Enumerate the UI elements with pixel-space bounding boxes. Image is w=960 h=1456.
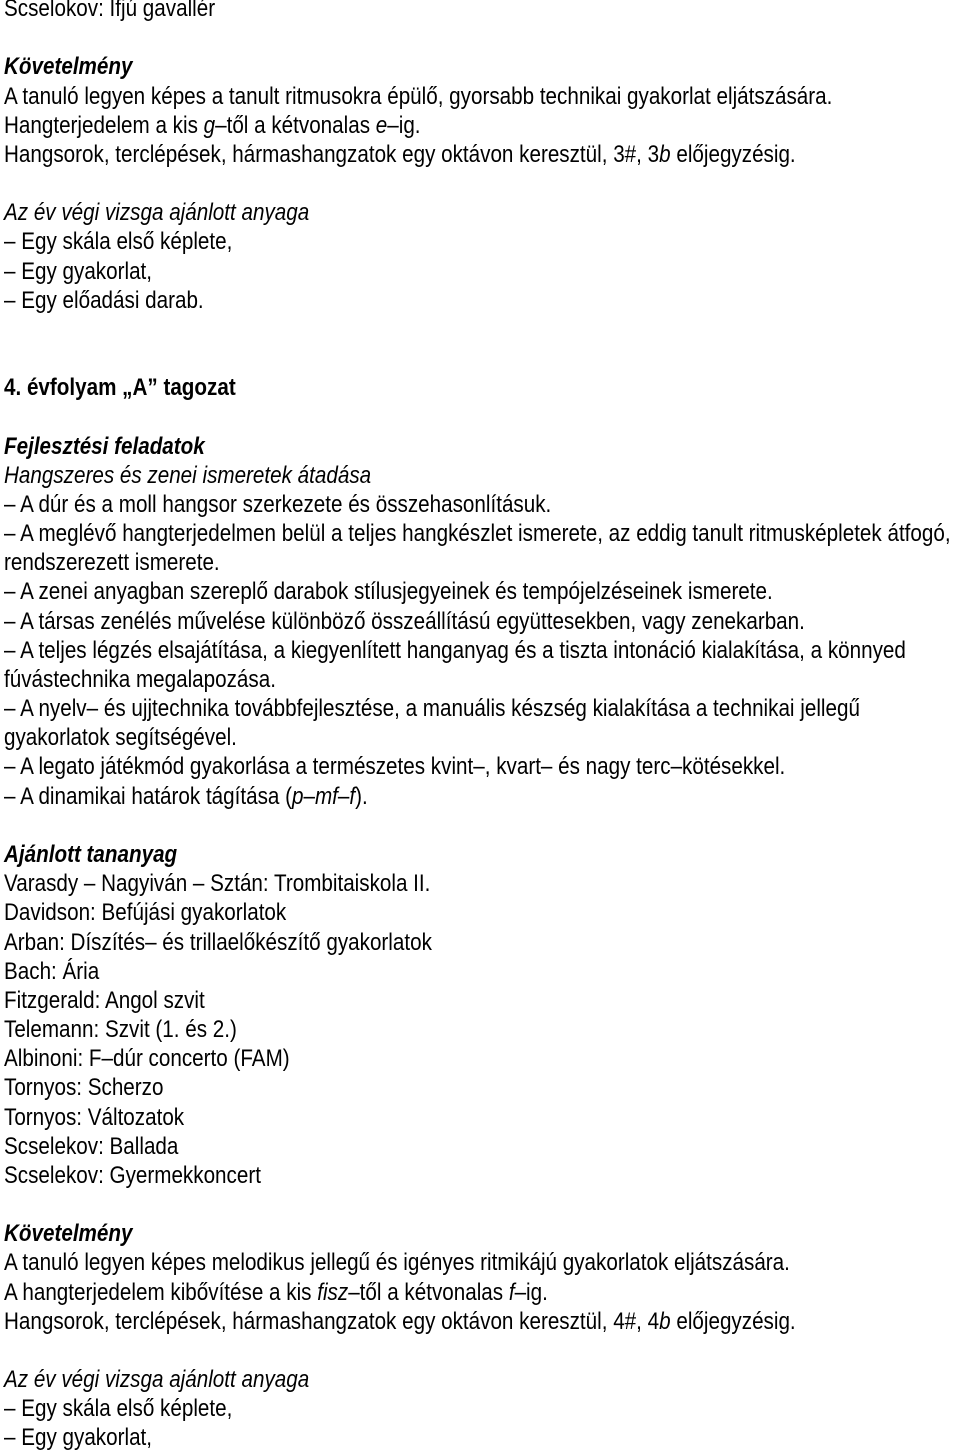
development-item — [4, 694, 860, 723]
dynamic-mark: p — [291, 782, 304, 810]
exam-item — [4, 257, 826, 286]
bullet-dash: – — [4, 257, 16, 285]
blank-line — [4, 1336, 826, 1365]
exam-item — [4, 227, 826, 256]
repertoire-item: Davidson: Befújási gyakorlatok — [4, 899, 287, 927]
repertoire-item: Albinoni: F–dúr concerto (FAM) — [4, 1045, 290, 1073]
bullet-dash: – — [4, 695, 16, 723]
exam-item-text: Egy skála első képlete, — [21, 228, 233, 256]
development-item-continuation: gyakorlatok segítségével. — [4, 724, 237, 752]
development-item — [4, 607, 826, 636]
repertoire-item: Tornyos: Scherzo — [4, 1074, 164, 1102]
development-item — [4, 752, 826, 781]
requirements-scales — [4, 140, 826, 169]
exam-item-text: Egy skála első képlete, — [21, 1395, 233, 1423]
exam-item-text: Egy előadási darab. — [21, 286, 204, 314]
range-text: –ig. — [514, 1278, 548, 1306]
development-item-text: A dinamikai határok tágítása ( — [20, 782, 292, 810]
requirements-heading: Követelmény — [4, 53, 133, 81]
scales-text: Hangsorok, terclépések, hármashangzatok egy oktávon keresztül, 3#, 3 — [4, 140, 660, 168]
repertoire-item: Varasdy – Nagyiván – Sztán: Trombitaiskola II. — [4, 870, 431, 898]
development-subheading: Hangszeres és zenei ismeretek átadása — [4, 461, 372, 489]
development-item-text: A meglévő hangterjedelmen belül a teljes hangkészlet ismerete, az eddig tanult ritmusképletek átfogó, — [20, 520, 951, 548]
range-text: –től a kétvonalas — [215, 111, 376, 139]
development-item-continuation: fúvástechnika megalapozása. — [4, 665, 276, 693]
range-high-note: e — [375, 111, 388, 139]
blank-line — [4, 169, 826, 198]
range-text: A hangterjedelem kibővítése a kis — [4, 1278, 318, 1306]
requirements-heading: Követelmény — [4, 1220, 133, 1248]
development-heading: Fejlesztési feladatok — [4, 432, 205, 460]
exam-item — [4, 286, 826, 315]
blank-line — [4, 315, 826, 344]
development-item — [4, 519, 951, 548]
repertoire-item: Telemann: Szvit (1. és 2.) — [4, 1016, 237, 1044]
development-item-text: A társas zenélés művelése különböző összeállítású együttesekben, vagy zenekarban. — [20, 607, 805, 635]
requirements-performance: A tanuló legyen képes melodikus jellegű és igényes ritmikájú gyakorlatok eljátszására. — [4, 1249, 790, 1277]
development-item-text: A dúr és a moll hangsor szerkezete és összehasonlításuk. — [20, 490, 552, 518]
flat-sign: b — [659, 140, 671, 168]
blank-line — [4, 811, 826, 840]
bullet-dash: – — [4, 1424, 16, 1452]
development-item — [4, 636, 906, 665]
blank-line — [4, 344, 826, 373]
repertoire-item: Tornyos: Változatok — [4, 1103, 185, 1131]
development-item-text: A zenei anyagban szereplő darabok stílusjegyeinek és tempójelzéseinek ismerete. — [20, 578, 773, 606]
grade-title: 4. évfolyam „A” tagozat — [4, 374, 236, 402]
repertoire-item: Fitzgerald: Angol szvit — [4, 986, 205, 1014]
exam-heading: Az év végi vizsga ajánlott anyaga — [4, 1366, 310, 1394]
bullet-dash: – — [4, 607, 16, 635]
range-text: –től a kétvonalas — [348, 1278, 509, 1306]
bullet-dash: – — [4, 636, 16, 664]
requirements-range — [4, 111, 826, 140]
bullet-dash: – — [4, 490, 16, 518]
development-item-text: A nyelv– és ujjtechnika továbbfejlesztése, a manuális készség kialakítása a technikai jellegű — [20, 695, 860, 723]
bullet-dash: – — [4, 782, 16, 810]
range-text: Hangterjedelem a kis — [4, 111, 204, 139]
dynamic-mark: mf — [314, 782, 338, 810]
bullet-dash: – — [4, 286, 16, 314]
flat-sign: b — [659, 1307, 671, 1335]
blank-line — [4, 402, 826, 431]
exam-item-text: Egy gyakorlat, — [21, 257, 153, 285]
development-item — [4, 490, 826, 519]
exam-item — [4, 1394, 826, 1423]
range-text: –ig. — [387, 111, 421, 139]
exam-item — [4, 1423, 826, 1452]
range-low-note: g — [203, 111, 216, 139]
development-item-continuation: rendszerezett ismerete. — [4, 549, 220, 577]
development-item-text: A legato játékmód gyakorlása a természetes kvint–, kvart– és nagy terc–kötésekkel. — [20, 753, 786, 781]
blank-line — [4, 23, 826, 52]
range-high-note: f — [508, 1278, 515, 1306]
repertoire-item: Bach: Ária — [4, 957, 100, 985]
scales-text: előjegyzésig. — [670, 140, 796, 168]
bullet-dash: – — [4, 578, 16, 606]
bullet-dash: – — [4, 1395, 16, 1423]
blank-line — [4, 1190, 826, 1219]
bullet-dash: – — [4, 753, 16, 781]
repertoire-heading: Ajánlott tananyag — [4, 840, 178, 868]
range-low-note: fisz — [317, 1278, 349, 1306]
exam-item-text: Egy gyakorlat, — [21, 1424, 153, 1452]
requirements-range — [4, 1278, 826, 1307]
development-item-text: ). — [355, 782, 368, 810]
bullet-dash: – — [4, 228, 16, 256]
previous-piece-line: Scselokov: Ifjú gavallér — [4, 0, 216, 22]
development-item — [4, 782, 826, 811]
dynamic-separator: – — [303, 782, 315, 810]
document-page — [4, 0, 960, 1453]
requirements-performance: A tanuló legyen képes a tanult ritmusokra épülő, gyorsabb technikai gyakorlat eljátszására. — [4, 82, 833, 110]
scales-text: előjegyzésig. — [670, 1307, 796, 1335]
development-item — [4, 577, 826, 606]
dynamic-separator: – — [337, 782, 350, 810]
development-item-text: A teljes légzés elsajátítása, a kiegyenlített hanganyag és a tiszta intonáció kialakítása, a könnyed — [20, 636, 906, 664]
repertoire-item: Arban: Díszítés– és trillaelőkészítő gyakorlatok — [4, 928, 432, 956]
bullet-dash: – — [4, 520, 16, 548]
dynamic-mark: f — [349, 782, 356, 810]
scales-text: Hangsorok, terclépések, hármashangzatok egy oktávon keresztül, 4#, 4 — [4, 1307, 660, 1335]
repertoire-item: Scselekov: Ballada — [4, 1132, 179, 1160]
requirements-scales — [4, 1307, 826, 1336]
exam-heading: Az év végi vizsga ajánlott anyaga — [4, 199, 310, 227]
repertoire-item: Scselekov: Gyermekkoncert — [4, 1161, 261, 1189]
